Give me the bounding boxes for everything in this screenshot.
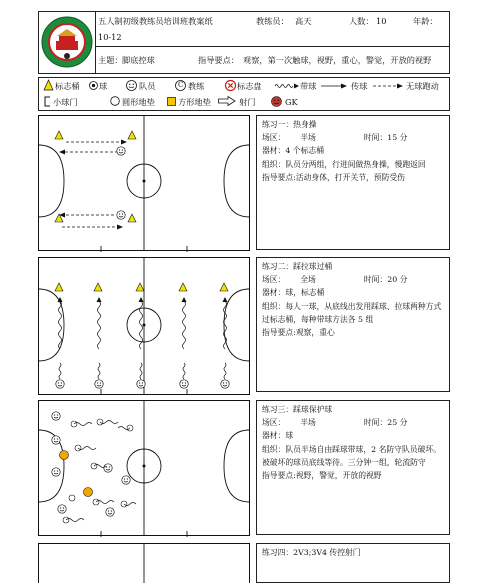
venue-value: 半场 bbox=[300, 418, 316, 427]
pass-line-icon bbox=[321, 82, 347, 90]
drill-2-text bbox=[262, 260, 445, 339]
header-row-divider bbox=[95, 46, 450, 47]
drill-2-title: 练习二：踩拉球过桶 bbox=[262, 260, 445, 273]
shot-arrow-icon bbox=[218, 96, 236, 106]
drill-3-points: 指导要点:视野，警觉，开放的视野 bbox=[262, 469, 445, 482]
legend-round-mat-label: 圆形地垫 bbox=[122, 97, 155, 107]
venue-label: 场区： bbox=[262, 418, 285, 427]
field-diagram-4 bbox=[38, 543, 250, 583]
age-label: 年龄： bbox=[413, 16, 438, 26]
drill-3-equipment: 器材：球 bbox=[262, 429, 445, 442]
legend-cone-label: 标志桶 bbox=[55, 81, 80, 91]
legend-shot-label: 射门 bbox=[239, 97, 255, 107]
marker-icon bbox=[225, 80, 236, 91]
time-value: 25 分 bbox=[387, 418, 407, 427]
legend-pass-label: 传球 bbox=[351, 81, 367, 91]
coach-name: 高天 bbox=[295, 16, 311, 26]
legend-dribble-label: 带球 bbox=[300, 81, 316, 91]
page-title: 五人制初级教练员培训班教案纸 bbox=[98, 16, 213, 26]
cfa-logo bbox=[40, 14, 94, 70]
drill-1-points: 指导要点:活动身体，打开关节，预防受伤 bbox=[262, 171, 445, 184]
drill-1-organization: 组织：队员分两组，行进间做热身操，慢跑返回 bbox=[262, 158, 445, 171]
run-line-icon bbox=[373, 82, 403, 90]
round-mat-icon bbox=[110, 96, 120, 106]
drill-1-text bbox=[262, 118, 445, 184]
venue-value: 半场 bbox=[300, 133, 316, 142]
small-goal-icon bbox=[44, 96, 51, 107]
drill-4-title: 练习四：2V3;3V4 传控射门 bbox=[262, 546, 445, 559]
legend-marker-label: 标志盘 bbox=[237, 81, 262, 91]
drill-3-organization: 组织：队员半场自由踩球带球，2 名防守队员破坏。被破坏的球员底线等待。三分钟一组，轮流防守 bbox=[262, 443, 445, 469]
drill-3-venue bbox=[262, 416, 445, 429]
topic-label: 主题： bbox=[98, 55, 123, 65]
player-icon bbox=[117, 211, 125, 219]
player-icon bbox=[117, 147, 125, 155]
time-label: 时间： bbox=[364, 275, 387, 284]
legend-coach-label: 教练 bbox=[188, 81, 204, 91]
header-divider bbox=[95, 11, 96, 74]
drill-2-organization: 组织：每人一球，从底线出发用踩球、拉球两种方式过标志桶，每种带球方法各 5 组 bbox=[262, 300, 445, 326]
venue-label: 场区： bbox=[262, 133, 285, 142]
people-count: 10 bbox=[376, 16, 386, 26]
field-diagram-1 bbox=[38, 115, 250, 252]
drill-2-equipment: 器材：球，标志桶 bbox=[262, 286, 445, 299]
legend-small-goal-label: 小球门 bbox=[53, 97, 78, 107]
legend-square-mat-label: 方形地垫 bbox=[178, 97, 211, 107]
goalkeeper-icon bbox=[271, 96, 282, 107]
people-label: 人数： bbox=[349, 16, 374, 26]
drill-4-text bbox=[262, 546, 445, 559]
drill-2-points: 指导要点:观察，重心 bbox=[262, 326, 445, 339]
drill-2-venue bbox=[262, 273, 445, 286]
time-value: 15 分 bbox=[387, 133, 407, 142]
cone-icon bbox=[44, 80, 53, 90]
dribble-line-icon bbox=[275, 82, 299, 90]
field-diagram-2 bbox=[38, 257, 250, 395]
coach-icon-letter: C bbox=[178, 81, 183, 90]
age-value: 10-12 bbox=[98, 32, 122, 42]
coach-label: 教练员： bbox=[256, 16, 289, 26]
legend-ball-label: 球 bbox=[99, 81, 107, 91]
points-value: 观察，第一次触球，视野，重心，警觉，开放的视野 bbox=[243, 55, 431, 65]
time-value: 20 分 bbox=[387, 275, 407, 284]
time-label: 时间： bbox=[364, 418, 387, 427]
player-icon bbox=[126, 80, 137, 91]
drill-3-title: 练习三：踩球保护球 bbox=[262, 403, 445, 416]
drill-1-title: 练习一：热身操 bbox=[262, 118, 445, 131]
ball-icon bbox=[89, 81, 98, 90]
topic-value: 脚底控球 bbox=[122, 55, 155, 65]
drill-3-text bbox=[262, 403, 445, 482]
legend-run-label: 无球跑动 bbox=[406, 81, 439, 91]
legend-gk-label: GK bbox=[285, 97, 298, 107]
drill-1-venue bbox=[262, 131, 445, 144]
square-mat-icon bbox=[167, 97, 176, 106]
field-diagram-3 bbox=[38, 400, 250, 537]
venue-value: 全场 bbox=[300, 275, 316, 284]
legend-player-label: 队员 bbox=[139, 81, 155, 91]
time-label: 时间： bbox=[364, 133, 387, 142]
venue-label: 场区： bbox=[262, 275, 285, 284]
points-label: 指导要点： bbox=[198, 55, 239, 65]
drill-1-equipment: 器材：4 个标志桶 bbox=[262, 144, 445, 157]
